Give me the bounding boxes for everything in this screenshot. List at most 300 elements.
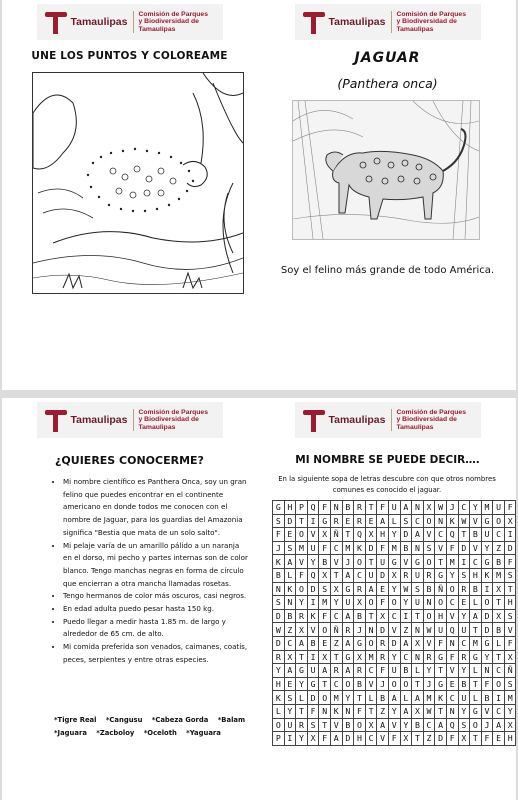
grid-cell[interactable]: K xyxy=(284,582,296,596)
grid-cell[interactable]: G xyxy=(342,650,354,664)
grid-cell[interactable]: R xyxy=(423,650,435,664)
grid-cell[interactable]: O xyxy=(470,718,482,732)
grid-cell[interactable]: O xyxy=(423,609,435,623)
grid-cell[interactable]: B xyxy=(284,609,296,623)
grid-cell[interactable]: N xyxy=(330,501,342,515)
grid-cell[interactable]: G xyxy=(435,568,447,582)
grid-cell[interactable]: C xyxy=(365,664,377,678)
grid-cell[interactable]: V xyxy=(446,609,458,623)
grid-cell[interactable]: E xyxy=(342,514,354,528)
grid-cell[interactable]: P xyxy=(273,732,285,746)
grid-cell[interactable]: F xyxy=(504,501,516,515)
grid-cell[interactable]: V xyxy=(296,555,308,569)
grid-cell[interactable]: B xyxy=(354,677,366,691)
grid-cell[interactable]: Y xyxy=(388,650,400,664)
grid-cell[interactable]: U xyxy=(284,718,296,732)
grid-cell[interactable]: Q xyxy=(307,501,319,515)
grid-cell[interactable]: V xyxy=(470,541,482,555)
grid-cell[interactable]: Y xyxy=(481,541,493,555)
grid-cell[interactable]: D xyxy=(365,541,377,555)
grid-cell[interactable]: W xyxy=(423,704,435,718)
grid-cell[interactable]: S xyxy=(423,541,435,555)
grid-cell[interactable]: O xyxy=(435,596,447,610)
grid-cell[interactable]: I xyxy=(307,514,319,528)
grid-cell[interactable]: R xyxy=(342,623,354,637)
grid-cell[interactable]: U xyxy=(307,664,319,678)
grid-cell[interactable]: L xyxy=(284,568,296,582)
grid-cell[interactable]: B xyxy=(470,528,482,542)
grid-cell[interactable]: C xyxy=(446,596,458,610)
grid-cell[interactable]: N xyxy=(412,623,424,637)
grid-cell[interactable]: S xyxy=(412,582,424,596)
grid-cell[interactable]: L xyxy=(493,636,505,650)
grid-cell[interactable]: L xyxy=(470,691,482,705)
grid-cell[interactable]: X xyxy=(296,623,308,637)
grid-cell[interactable]: R xyxy=(354,582,366,596)
grid-cell[interactable]: M xyxy=(423,691,435,705)
grid-cell[interactable]: D xyxy=(481,609,493,623)
grid-cell[interactable]: F xyxy=(377,664,389,678)
grid-cell[interactable]: M xyxy=(365,650,377,664)
grid-cell[interactable]: W xyxy=(423,623,435,637)
grid-cell[interactable]: Q xyxy=(446,528,458,542)
grid-cell[interactable]: G xyxy=(319,514,331,528)
grid-cell[interactable]: G xyxy=(481,514,493,528)
grid-cell[interactable]: Y xyxy=(458,664,470,678)
grid-cell[interactable]: G xyxy=(435,650,447,664)
grid-cell[interactable]: T xyxy=(493,596,505,610)
grid-cell[interactable]: A xyxy=(330,732,342,746)
grid-cell[interactable]: T xyxy=(354,691,366,705)
grid-cell[interactable]: M xyxy=(342,541,354,555)
grid-cell[interactable]: I xyxy=(493,691,505,705)
grid-cell[interactable]: L xyxy=(470,664,482,678)
grid-cell[interactable]: A xyxy=(400,636,412,650)
grid-cell[interactable]: A xyxy=(284,555,296,569)
grid-cell[interactable]: R xyxy=(458,650,470,664)
grid-cell[interactable]: Y xyxy=(296,596,308,610)
grid-cell[interactable]: B xyxy=(470,582,482,596)
grid-cell[interactable]: C xyxy=(284,636,296,650)
grid-cell[interactable]: Y xyxy=(388,582,400,596)
grid-cell[interactable]: I xyxy=(481,582,493,596)
grid-cell[interactable]: L xyxy=(388,514,400,528)
grid-cell[interactable]: O xyxy=(423,514,435,528)
grid-cell[interactable]: Z xyxy=(423,732,435,746)
grid-cell[interactable]: R xyxy=(377,650,389,664)
grid-cell[interactable]: F xyxy=(319,609,331,623)
grid-cell[interactable]: N xyxy=(412,501,424,515)
grid-cell[interactable]: U xyxy=(388,664,400,678)
grid-cell[interactable]: F xyxy=(446,650,458,664)
grid-cell[interactable]: X xyxy=(388,568,400,582)
grid-cell[interactable]: D xyxy=(273,609,285,623)
grid-cell[interactable]: U xyxy=(458,691,470,705)
grid-cell[interactable]: D xyxy=(377,568,389,582)
grid-cell[interactable]: I xyxy=(504,528,516,542)
grid-cell[interactable]: H xyxy=(470,568,482,582)
grid-cell[interactable]: C xyxy=(388,609,400,623)
grid-cell[interactable]: M xyxy=(470,636,482,650)
grid-cell[interactable]: Y xyxy=(481,650,493,664)
grid-cell[interactable]: X xyxy=(365,718,377,732)
grid-cell[interactable]: F xyxy=(504,636,516,650)
grid-cell[interactable]: F xyxy=(481,677,493,691)
grid-cell[interactable]: N xyxy=(273,582,285,596)
grid-cell[interactable]: F xyxy=(377,541,389,555)
grid-cell[interactable]: X xyxy=(458,732,470,746)
grid-cell[interactable]: D xyxy=(307,691,319,705)
grid-cell[interactable]: I xyxy=(307,596,319,610)
grid-cell[interactable]: B xyxy=(273,568,285,582)
grid-cell[interactable]: Y xyxy=(284,704,296,718)
grid-cell[interactable]: Z xyxy=(400,623,412,637)
grid-cell[interactable]: U xyxy=(458,623,470,637)
grid-cell[interactable]: V xyxy=(400,555,412,569)
grid-cell[interactable]: X xyxy=(504,514,516,528)
grid-cell[interactable]: Y xyxy=(423,664,435,678)
grid-cell[interactable]: F xyxy=(273,528,285,542)
grid-cell[interactable]: C xyxy=(493,704,505,718)
grid-cell[interactable]: E xyxy=(319,636,331,650)
grid-cell[interactable]: N xyxy=(284,596,296,610)
grid-cell[interactable]: Y xyxy=(330,596,342,610)
grid-cell[interactable]: F xyxy=(296,568,308,582)
grid-cell[interactable]: C xyxy=(493,664,505,678)
grid-cell[interactable]: D xyxy=(435,732,447,746)
grid-cell[interactable]: A xyxy=(400,501,412,515)
grid-cell[interactable]: E xyxy=(377,582,389,596)
grid-cell[interactable]: R xyxy=(354,501,366,515)
grid-cell[interactable]: B xyxy=(412,718,424,732)
grid-cell[interactable]: C xyxy=(354,568,366,582)
grid-cell[interactable]: N xyxy=(423,596,435,610)
grid-cell[interactable]: L xyxy=(412,664,424,678)
grid-cell[interactable]: V xyxy=(423,636,435,650)
grid-cell[interactable]: T xyxy=(504,582,516,596)
grid-cell[interactable]: F xyxy=(354,704,366,718)
grid-cell[interactable]: U xyxy=(388,501,400,515)
word-search-grid[interactable] xyxy=(272,500,516,746)
grid-cell[interactable]: K xyxy=(307,609,319,623)
grid-cell[interactable]: H xyxy=(273,677,285,691)
grid-cell[interactable]: S xyxy=(273,596,285,610)
grid-cell[interactable]: U xyxy=(307,541,319,555)
grid-cell[interactable]: Q xyxy=(307,568,319,582)
grid-cell[interactable]: X xyxy=(504,718,516,732)
grid-cell[interactable]: Y xyxy=(458,609,470,623)
grid-cell[interactable]: D xyxy=(273,636,285,650)
grid-cell[interactable]: A xyxy=(342,609,354,623)
grid-cell[interactable]: Q xyxy=(354,528,366,542)
grid-cell[interactable]: K xyxy=(273,555,285,569)
grid-cell[interactable]: R xyxy=(354,664,366,678)
grid-cell[interactable]: L xyxy=(365,691,377,705)
grid-cell[interactable]: W xyxy=(458,514,470,528)
grid-cell[interactable]: R xyxy=(296,718,308,732)
grid-cell[interactable]: K xyxy=(435,691,447,705)
grid-cell[interactable]: L xyxy=(400,691,412,705)
grid-cell[interactable]: M xyxy=(296,541,308,555)
grid-cell[interactable]: G xyxy=(273,501,285,515)
grid-cell[interactable]: S xyxy=(273,514,285,528)
grid-cell[interactable]: C xyxy=(458,501,470,515)
grid-cell[interactable]: O xyxy=(365,596,377,610)
grid-cell[interactable]: M xyxy=(388,541,400,555)
grid-cell[interactable]: C xyxy=(458,636,470,650)
grid-cell[interactable]: S xyxy=(284,691,296,705)
grid-cell[interactable]: S xyxy=(504,677,516,691)
grid-cell[interactable]: J xyxy=(423,677,435,691)
grid-cell[interactable]: W xyxy=(435,501,447,515)
grid-cell[interactable]: H xyxy=(284,501,296,515)
grid-cell[interactable]: A xyxy=(342,568,354,582)
grid-cell[interactable]: I xyxy=(400,609,412,623)
grid-cell[interactable]: T xyxy=(296,704,308,718)
grid-cell[interactable]: M xyxy=(330,691,342,705)
grid-cell[interactable]: H xyxy=(354,732,366,746)
grid-cell[interactable]: J xyxy=(342,555,354,569)
grid-cell[interactable]: O xyxy=(388,677,400,691)
grid-cell[interactable]: R xyxy=(296,609,308,623)
grid-cell[interactable]: B xyxy=(400,541,412,555)
grid-cell[interactable]: R xyxy=(377,636,389,650)
grid-cell[interactable]: M xyxy=(319,596,331,610)
grid-cell[interactable]: V xyxy=(446,664,458,678)
grid-cell[interactable]: A xyxy=(296,636,308,650)
grid-cell[interactable]: R xyxy=(354,514,366,528)
grid-cell[interactable]: B xyxy=(423,582,435,596)
grid-cell[interactable]: F xyxy=(319,501,331,515)
grid-cell[interactable]: U xyxy=(481,528,493,542)
grid-cell[interactable]: X xyxy=(423,501,435,515)
grid-cell[interactable]: G xyxy=(307,677,319,691)
grid-cell[interactable]: C xyxy=(423,718,435,732)
grid-cell[interactable]: X xyxy=(412,704,424,718)
grid-cell[interactable]: D xyxy=(307,582,319,596)
grid-cell[interactable]: O xyxy=(493,677,505,691)
grid-cell[interactable]: A xyxy=(284,664,296,678)
grid-cell[interactable]: T xyxy=(365,555,377,569)
grid-cell[interactable]: R xyxy=(330,664,342,678)
grid-cell[interactable]: A xyxy=(412,691,424,705)
grid-cell[interactable]: T xyxy=(365,609,377,623)
grid-cell[interactable]: O xyxy=(354,718,366,732)
grid-cell[interactable]: N xyxy=(342,704,354,718)
grid-cell[interactable]: D xyxy=(342,732,354,746)
grid-cell[interactable]: T xyxy=(342,528,354,542)
grid-cell[interactable]: N xyxy=(435,514,447,528)
grid-cell[interactable]: O xyxy=(296,582,308,596)
grid-cell[interactable]: T xyxy=(319,677,331,691)
grid-cell[interactable]: Y xyxy=(446,568,458,582)
grid-cell[interactable]: F xyxy=(377,596,389,610)
grid-cell[interactable]: R xyxy=(330,514,342,528)
grid-cell[interactable]: F xyxy=(307,704,319,718)
grid-cell[interactable]: X xyxy=(354,650,366,664)
grid-cell[interactable]: D xyxy=(388,636,400,650)
grid-cell[interactable]: O xyxy=(354,555,366,569)
grid-cell[interactable]: B xyxy=(377,691,389,705)
grid-cell[interactable]: D xyxy=(504,541,516,555)
grid-cell[interactable]: X xyxy=(365,528,377,542)
grid-cell[interactable]: X xyxy=(400,732,412,746)
grid-cell[interactable]: Y xyxy=(388,528,400,542)
grid-cell[interactable]: X xyxy=(307,732,319,746)
grid-cell[interactable]: O xyxy=(296,528,308,542)
grid-cell[interactable]: X xyxy=(330,582,342,596)
grid-cell[interactable]: D xyxy=(377,623,389,637)
grid-cell[interactable]: X xyxy=(412,636,424,650)
grid-cell[interactable]: V xyxy=(330,718,342,732)
grid-cell[interactable]: T xyxy=(412,609,424,623)
grid-cell[interactable]: S xyxy=(400,514,412,528)
grid-cell[interactable]: H xyxy=(377,528,389,542)
grid-cell[interactable]: P xyxy=(296,501,308,515)
grid-cell[interactable]: E xyxy=(446,677,458,691)
grid-cell[interactable]: G xyxy=(342,582,354,596)
grid-cell[interactable]: L xyxy=(296,691,308,705)
grid-cell[interactable]: C xyxy=(435,528,447,542)
grid-cell[interactable]: T xyxy=(435,704,447,718)
grid-cell[interactable]: U xyxy=(365,568,377,582)
grid-cell[interactable]: J xyxy=(377,677,389,691)
grid-cell[interactable]: J xyxy=(446,501,458,515)
grid-cell[interactable]: F xyxy=(481,732,493,746)
grid-cell[interactable]: F xyxy=(435,636,447,650)
grid-cell[interactable]: T xyxy=(296,514,308,528)
grid-cell[interactable]: Q xyxy=(446,718,458,732)
grid-cell[interactable]: N xyxy=(481,664,493,678)
grid-cell[interactable]: O xyxy=(388,596,400,610)
grid-cell[interactable]: O xyxy=(423,555,435,569)
grid-cell[interactable]: F xyxy=(504,555,516,569)
grid-cell[interactable]: J xyxy=(354,623,366,637)
grid-cell[interactable]: T xyxy=(435,555,447,569)
grid-cell[interactable]: J xyxy=(273,541,285,555)
grid-cell[interactable]: V xyxy=(435,541,447,555)
grid-cell[interactable]: T xyxy=(470,677,482,691)
grid-cell[interactable]: A xyxy=(435,718,447,732)
grid-cell[interactable]: N xyxy=(412,650,424,664)
grid-cell[interactable]: K xyxy=(330,704,342,718)
grid-cell[interactable]: N xyxy=(446,704,458,718)
grid-cell[interactable]: K xyxy=(354,541,366,555)
grid-cell[interactable]: V xyxy=(481,704,493,718)
grid-cell[interactable]: Y xyxy=(458,704,470,718)
grid-cell[interactable]: B xyxy=(354,609,366,623)
grid-cell[interactable]: T xyxy=(330,650,342,664)
grid-cell[interactable]: S xyxy=(307,718,319,732)
grid-cell[interactable]: Z xyxy=(330,636,342,650)
grid-cell[interactable]: U xyxy=(493,501,505,515)
grid-cell[interactable]: C xyxy=(446,691,458,705)
grid-cell[interactable]: D xyxy=(458,541,470,555)
grid-cell[interactable]: O xyxy=(446,582,458,596)
grid-cell[interactable]: T xyxy=(365,501,377,515)
grid-cell[interactable]: M xyxy=(504,691,516,705)
grid-cell[interactable]: S xyxy=(504,609,516,623)
grid-cell[interactable]: M xyxy=(446,555,458,569)
grid-cell[interactable]: G xyxy=(470,650,482,664)
grid-cell[interactable]: I xyxy=(307,650,319,664)
grid-cell[interactable]: V xyxy=(388,718,400,732)
grid-cell[interactable]: F xyxy=(377,501,389,515)
grid-cell[interactable]: Y xyxy=(273,664,285,678)
grid-cell[interactable]: Ñ xyxy=(435,582,447,596)
grid-cell[interactable]: T xyxy=(319,718,331,732)
grid-cell[interactable]: T xyxy=(493,650,505,664)
grid-cell[interactable]: L xyxy=(273,704,285,718)
grid-cell[interactable]: O xyxy=(493,514,505,528)
grid-cell[interactable]: W xyxy=(400,582,412,596)
grid-cell[interactable]: Y xyxy=(296,732,308,746)
grid-cell[interactable]: X xyxy=(493,609,505,623)
grid-cell[interactable]: F xyxy=(319,732,331,746)
grid-cell[interactable]: R xyxy=(423,568,435,582)
grid-cell[interactable]: Y xyxy=(388,704,400,718)
grid-cell[interactable]: L xyxy=(470,596,482,610)
grid-cell[interactable]: O xyxy=(319,691,331,705)
grid-cell[interactable]: H xyxy=(504,596,516,610)
grid-cell[interactable]: T xyxy=(365,704,377,718)
grid-cell[interactable]: N xyxy=(319,704,331,718)
grid-cell[interactable]: Ñ xyxy=(330,528,342,542)
grid-cell[interactable]: V xyxy=(388,623,400,637)
grid-cell[interactable]: B xyxy=(493,555,505,569)
grid-cell[interactable]: M xyxy=(493,568,505,582)
grid-cell[interactable]: T xyxy=(435,664,447,678)
grid-cell[interactable]: D xyxy=(481,623,493,637)
grid-cell[interactable]: E xyxy=(493,732,505,746)
grid-cell[interactable]: N xyxy=(365,623,377,637)
grid-cell[interactable]: E xyxy=(284,528,296,542)
grid-cell[interactable]: B xyxy=(458,677,470,691)
grid-cell[interactable]: N xyxy=(412,541,424,555)
grid-cell[interactable]: B xyxy=(342,501,354,515)
grid-cell[interactable]: K xyxy=(481,568,493,582)
grid-cell[interactable]: B xyxy=(481,691,493,705)
grid-cell[interactable]: C xyxy=(330,609,342,623)
grid-cell[interactable]: H xyxy=(435,609,447,623)
grid-cell[interactable]: G xyxy=(481,555,493,569)
grid-cell[interactable]: Ñ xyxy=(330,623,342,637)
grid-cell[interactable]: T xyxy=(470,623,482,637)
grid-cell[interactable]: Y xyxy=(504,704,516,718)
grid-cell[interactable]: G xyxy=(354,636,366,650)
grid-cell[interactable]: C xyxy=(400,650,412,664)
grid-cell[interactable]: X xyxy=(319,528,331,542)
grid-cell[interactable]: J xyxy=(481,718,493,732)
grid-cell[interactable]: K xyxy=(446,514,458,528)
grid-cell[interactable]: U xyxy=(412,568,424,582)
grid-cell[interactable]: B xyxy=(319,555,331,569)
grid-cell[interactable]: D xyxy=(284,514,296,528)
grid-cell[interactable]: B xyxy=(493,623,505,637)
grid-cell[interactable]: V xyxy=(423,528,435,542)
grid-cell[interactable]: G xyxy=(470,704,482,718)
grid-cell[interactable]: Y xyxy=(400,718,412,732)
grid-cell[interactable]: V xyxy=(307,623,319,637)
grid-cell[interactable]: S xyxy=(319,582,331,596)
grid-cell[interactable]: R xyxy=(400,568,412,582)
grid-cell[interactable]: A xyxy=(377,514,389,528)
grid-cell[interactable]: S xyxy=(504,568,516,582)
grid-cell[interactable]: X xyxy=(354,596,366,610)
grid-cell[interactable]: C xyxy=(493,528,505,542)
grid-cell[interactable]: K xyxy=(273,691,285,705)
grid-cell[interactable]: V xyxy=(330,555,342,569)
